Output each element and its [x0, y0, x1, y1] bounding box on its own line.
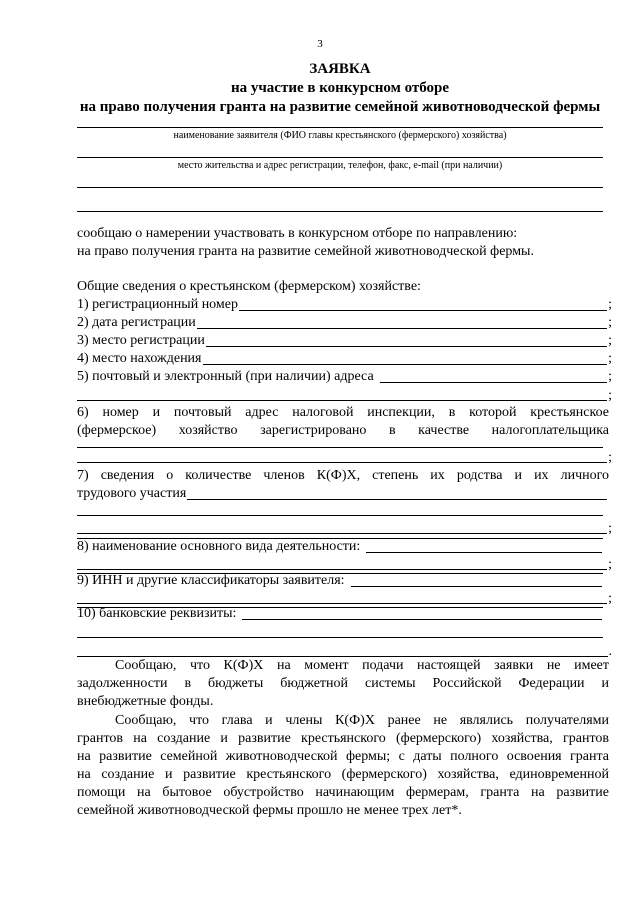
applicant-address-field[interactable] — [77, 157, 603, 158]
bank-details-blank-1[interactable] — [77, 637, 603, 638]
page-number: 3 — [317, 38, 323, 50]
field-blank[interactable] — [239, 310, 607, 311]
field-location[interactable] — [77, 350, 612, 368]
declaration-line: на создание и развитие крестьянского (фермерского) хозяйства, единовременной — [77, 767, 609, 782]
title-heading: ЗАЯВКА — [309, 61, 371, 77]
field-blank[interactable] — [366, 552, 602, 553]
declaration-line: Сообщаю, что К(Ф)Х на момент подачи настоящей заявки не имеет — [115, 658, 609, 673]
field-label: 5) почтовый и электронный (при наличии) адреса — [77, 369, 374, 384]
field-terminator: . — [608, 644, 612, 659]
field-blank[interactable] — [77, 569, 607, 570]
field-label: 10) банковские реквизиты: — [77, 606, 237, 621]
intent-line-1: сообщаю о намерении участвовать в конкурсном отборе по направлению: — [77, 226, 518, 241]
declaration-line: задолженности в бюджеты бюджетной системы Российской Федерации и — [77, 676, 609, 691]
declaration-no-prior-grants — [77, 712, 609, 820]
field-bank-details[interactable] — [77, 605, 603, 623]
declaration-line: Сообщаю, что глава и члены К(Ф)Х ранее не являлись получателями — [115, 713, 609, 728]
field-label: 7) сведения о количестве членов К(Ф)Х, степень их родства и их личного — [77, 468, 609, 483]
applicant-name-field[interactable] — [77, 127, 603, 128]
declaration-line: на развитие семейной животноводческой фермы; с даты полного освоения гранта — [77, 749, 609, 764]
applicant-address-caption: место жительства и адрес регистрации, телефон, факс, e-mail (при наличии) — [177, 160, 503, 171]
field-terminator: ; — [608, 591, 612, 606]
members-info-blank-1[interactable] — [77, 515, 603, 516]
field-blank[interactable] — [206, 346, 607, 347]
field-label: 8) наименование основного вида деятельности: — [77, 539, 361, 554]
field-terminator: ; — [608, 388, 612, 403]
declaration-line: помощи на бытовое обустройство начинающим фермерам, гранта на развитие — [77, 785, 609, 800]
field-blank[interactable] — [77, 462, 607, 463]
declaration-no-debt — [77, 657, 609, 711]
field-terminator: ; — [608, 557, 612, 572]
field-postal-email-address[interactable] — [77, 368, 612, 386]
field-blank[interactable] — [351, 586, 602, 587]
field-label: 2) дата регистрации — [77, 315, 196, 330]
field-label: 1) регистрационный номер — [77, 297, 238, 312]
field-label: 3) место регистрации — [77, 333, 205, 348]
declaration-line: внебюджетные фонды. — [77, 694, 214, 709]
field-inn[interactable] — [77, 572, 603, 590]
field-tax-inspection — [77, 404, 609, 440]
title-purpose: на право получения гранта на развитие семейной животноводческой фермы — [79, 99, 601, 115]
field-terminator: ; — [608, 297, 612, 312]
field-terminator: ; — [608, 333, 612, 348]
field-members-info-line2[interactable] — [77, 485, 608, 503]
field-label: 6) номер и почтовый адрес налоговой инспекции, в которой крестьянское — [77, 405, 609, 420]
field-members-info — [77, 467, 609, 485]
field-blank[interactable] — [380, 382, 607, 383]
field-registration-date[interactable] — [77, 314, 612, 332]
field-registration-place[interactable] — [77, 332, 612, 350]
field-label: 4) место нахождения — [77, 351, 202, 366]
main-activity-blank[interactable] — [77, 555, 612, 573]
field-label: трудового участия — [77, 486, 187, 501]
declaration-line: грантов на создание и развитие крестьянского (фермерского) хозяйства, грантов — [77, 731, 609, 746]
field-label: (фермерское) хозяйство зарегистрировано в качестве налогоплательщика — [77, 423, 609, 438]
field-registration-number[interactable] — [77, 296, 612, 314]
blank-line-2[interactable] — [77, 211, 603, 212]
field-label: 9) ИНН и другие классификаторы заявителя: — [77, 573, 345, 588]
document-title — [60, 60, 620, 117]
applicant-name-caption: наименование заявителя (ФИО главы крестьянского (фермерского) хозяйства) — [173, 130, 507, 141]
field-postal-email-address-cont[interactable] — [77, 386, 612, 404]
tax-inspection-blank-2[interactable] — [77, 448, 612, 466]
members-info-blank-2[interactable] — [77, 519, 612, 537]
field-terminator: ; — [608, 521, 612, 536]
field-terminator: ; — [608, 351, 612, 366]
field-blank[interactable] — [203, 364, 608, 365]
field-blank[interactable] — [242, 619, 602, 620]
field-blank[interactable] — [77, 533, 607, 534]
blank-line-1[interactable] — [77, 187, 603, 188]
field-blank[interactable] — [187, 499, 607, 500]
field-terminator: ; — [608, 450, 612, 465]
field-blank[interactable] — [77, 400, 607, 401]
title-subheading: на участие в конкурсном отборе — [230, 80, 450, 96]
intent-line-2: на право получения гранта на развитие семейной животноводческой фермы. — [77, 244, 534, 259]
declaration-line: семейной животноводческой фермы прошло не менее трех лет*. — [77, 803, 462, 818]
field-blank[interactable] — [77, 603, 607, 604]
field-terminator: ; — [608, 369, 612, 384]
general-info-heading: Общие сведения о крестьянском (фермерском) хозяйстве: — [77, 279, 421, 294]
field-blank[interactable] — [197, 328, 607, 329]
field-main-activity[interactable] — [77, 538, 603, 556]
field-terminator: ; — [608, 315, 612, 330]
